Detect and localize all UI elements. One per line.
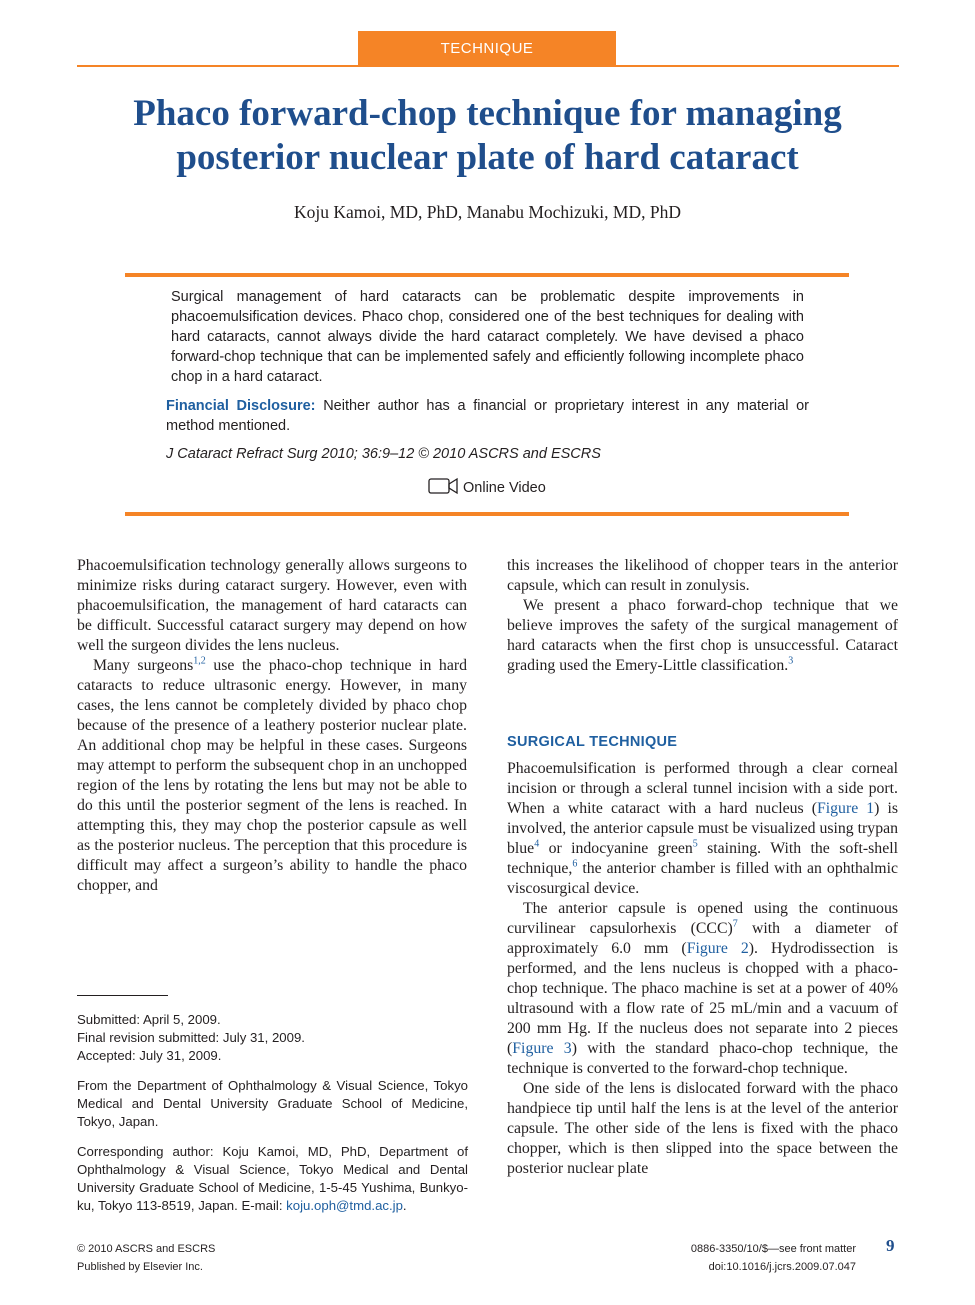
citation-ref[interactable]: 5 bbox=[692, 838, 698, 850]
right-column-intro bbox=[507, 556, 898, 676]
online-video-link[interactable] bbox=[428, 476, 546, 500]
intro-paragraph-2: Many surgeons$^{1,2}$ use the phaco-chop technique in hard cataracts to reduce ultrasonic energy. However, in many cases, the lens cannot be completely divided by phaco chop because of the presence of a leathery posterior nuclear plate. An additional chop may be helpful in these cases. Surgeons may attempt to perform the subsequent chop in an unchopped region of the lens by rotating the lens but may not be able to do this until the posterior segment of the lens is reached. In attempting this, they may chop the posterior capsule as well as the posterior nucleus. The perception that this procedure is difficult may affect a surgeon’s ability to handle the phaco chopper, and bbox=[77, 655, 467, 894]
section-heading: SURGICAL TECHNIQUE bbox=[507, 734, 678, 750]
video-camera-icon bbox=[428, 476, 458, 500]
abstract-top-rule bbox=[125, 273, 849, 277]
footer-publisher: Published by Elsevier Inc. bbox=[77, 1261, 203, 1273]
submitted-date: Submitted: April 5, 2009. bbox=[77, 1012, 221, 1027]
email-link[interactable]: koju.oph@tmd.ac.jp bbox=[286, 1198, 403, 1213]
citation-ref[interactable]: 7 bbox=[732, 918, 738, 930]
article-title: Phaco forward-chop technique for managing posterior nuclear plate of hard cataract bbox=[133, 93, 842, 178]
final-revision-date: Final revision submitted: July 31, 2009. bbox=[77, 1030, 305, 1045]
citation-ref[interactable]: 6 bbox=[572, 858, 578, 870]
footer-doi[interactable]: doi:10.1016/j.jcrs.2009.07.047 bbox=[708, 1261, 856, 1273]
citation-ref[interactable]: 4 bbox=[534, 838, 540, 850]
technique-paragraph-3: One side of the lens is dislocated forward with the phaco handpiece tip until half the lens is at the level of the anterior capsule. The other side of the lens is fixed with the phaco chopper, which is then slipped into the space between the posterior nuclear plate bbox=[507, 1080, 898, 1177]
technique-paragraph-2: The anterior capsule is opened using the continuous curvilinear capsulorhexis (CCC)$^7$ with a diameter of approximately 6.0 mm (Figure 2). Hydrodissection is performed, and the lens nucleus is chopped with a phaco-chop technique. The phaco machine is set at a power of 40% ultrasound with a flow rate of 25 mL/min and a vacuum of 200 mm Hg. If the nucleus does not separate into 2 pieces (Figure 3) with the standard phaco-chop technique, the technique is converted to the forward-chop technique. bbox=[507, 900, 899, 1077]
intro-paragraph-1: Phacoemulsification technology generally allows surgeons to minimize risks during cataract surgery. However, even with phacoemulsification, the management of hard cataracts can be difficult. Successful cataract surgery may depend on how well the surgeon divides the lens nucleus. bbox=[77, 557, 467, 654]
footnote-rule bbox=[77, 995, 168, 996]
intro-paragraph-3: this increases the likelihood of chopper tears in the anterior capsule, which can result in zonulysis. bbox=[507, 557, 898, 594]
financial-disclosure bbox=[166, 396, 809, 436]
citation-ref[interactable]: 1,2 bbox=[193, 655, 206, 667]
abstract-bottom-rule bbox=[125, 512, 849, 516]
article-authors: Koju Kamoi, MD, PhD, Manabu Mochizuki, MD, PhD bbox=[294, 202, 681, 222]
figure-link[interactable]: Figure 1 bbox=[816, 800, 875, 817]
disclosure-text: Neither author has a financial or proprietary interest in any material or method mentioned. bbox=[166, 398, 809, 434]
right-column-technique bbox=[507, 759, 898, 1179]
footer-left bbox=[77, 1240, 215, 1276]
footnote-affiliation: From the Department of Ophthalmology & Visual Science, Tokyo Medical and Dental University Graduate School of Medicine, Tokyo, Japan. bbox=[77, 1078, 468, 1129]
citation-ref[interactable]: 3 bbox=[788, 655, 794, 667]
footer-right bbox=[691, 1240, 856, 1276]
intro-paragraph-4: We present a phaco forward-chop technique that we believe improves the safety of the surgical management of hard cataracts when the first chop is unsuccessful. Cataract grading used the Emery-Little classification.$^3$ bbox=[507, 597, 898, 674]
footnote-dates bbox=[77, 1011, 468, 1065]
section-label: TECHNIQUE bbox=[440, 39, 534, 57]
page-number: 9 bbox=[886, 1236, 895, 1255]
accepted-date: Accepted: July 31, 2009. bbox=[77, 1048, 222, 1063]
journal-citation: J Cataract Refract Surg 2010; 36:9–12 © 2010 ASCRS and ESCRS bbox=[166, 446, 601, 462]
left-column bbox=[77, 556, 467, 896]
video-label: Online Video bbox=[463, 480, 546, 496]
footer-issn: 0886-3350/10/$—see front matter bbox=[690, 1243, 856, 1255]
technique-paragraph-1: Phacoemulsification is performed through a clear corneal incision or through a scleral tunnel incision with a side port. When a white cataract with a hard nucleus (Figure 1) is involved, the anterior capsule must be visualized using trypan blue$^4$ or indocyanine green$^5$ staining. With the soft-shell technique,$^6$ the anterior chamber is filled with an ophthalmic viscosurgical device. bbox=[507, 760, 898, 897]
header-rule bbox=[77, 65, 899, 67]
footer-copyright: © 2010 ASCRS and ESCRS bbox=[77, 1243, 216, 1255]
abstract-text: Surgical management of hard cataracts can be problematic despite improvements in phacoemulsification devices. Phaco chop, considered one of the best techniques for dealing with hard cataracts, cannot always divide the hard cataract completely. We have devised a phaco forward-chop technique that can be implemented safely and efficiently following incomplete phaco chop in a hard cataract. bbox=[171, 289, 804, 385]
section-label-tab bbox=[358, 31, 616, 65]
disclosure-label: Financial Disclosure: bbox=[166, 398, 316, 414]
figure-link[interactable]: Figure 3 bbox=[512, 1040, 572, 1057]
figure-link[interactable]: Figure 2 bbox=[686, 940, 749, 957]
footnote-corresponding-author: Corresponding author: Koju Kamoi, MD, PhD, Department of Ophthalmology & Visual Science, Tokyo Medical and Dental University Graduate School of Medicine, 1-5-45 Yushima, Bunkyo-ku, Tokyo 113-8519, Japan. E-mail: koju.oph@tmd.ac.jp. bbox=[77, 1144, 468, 1213]
